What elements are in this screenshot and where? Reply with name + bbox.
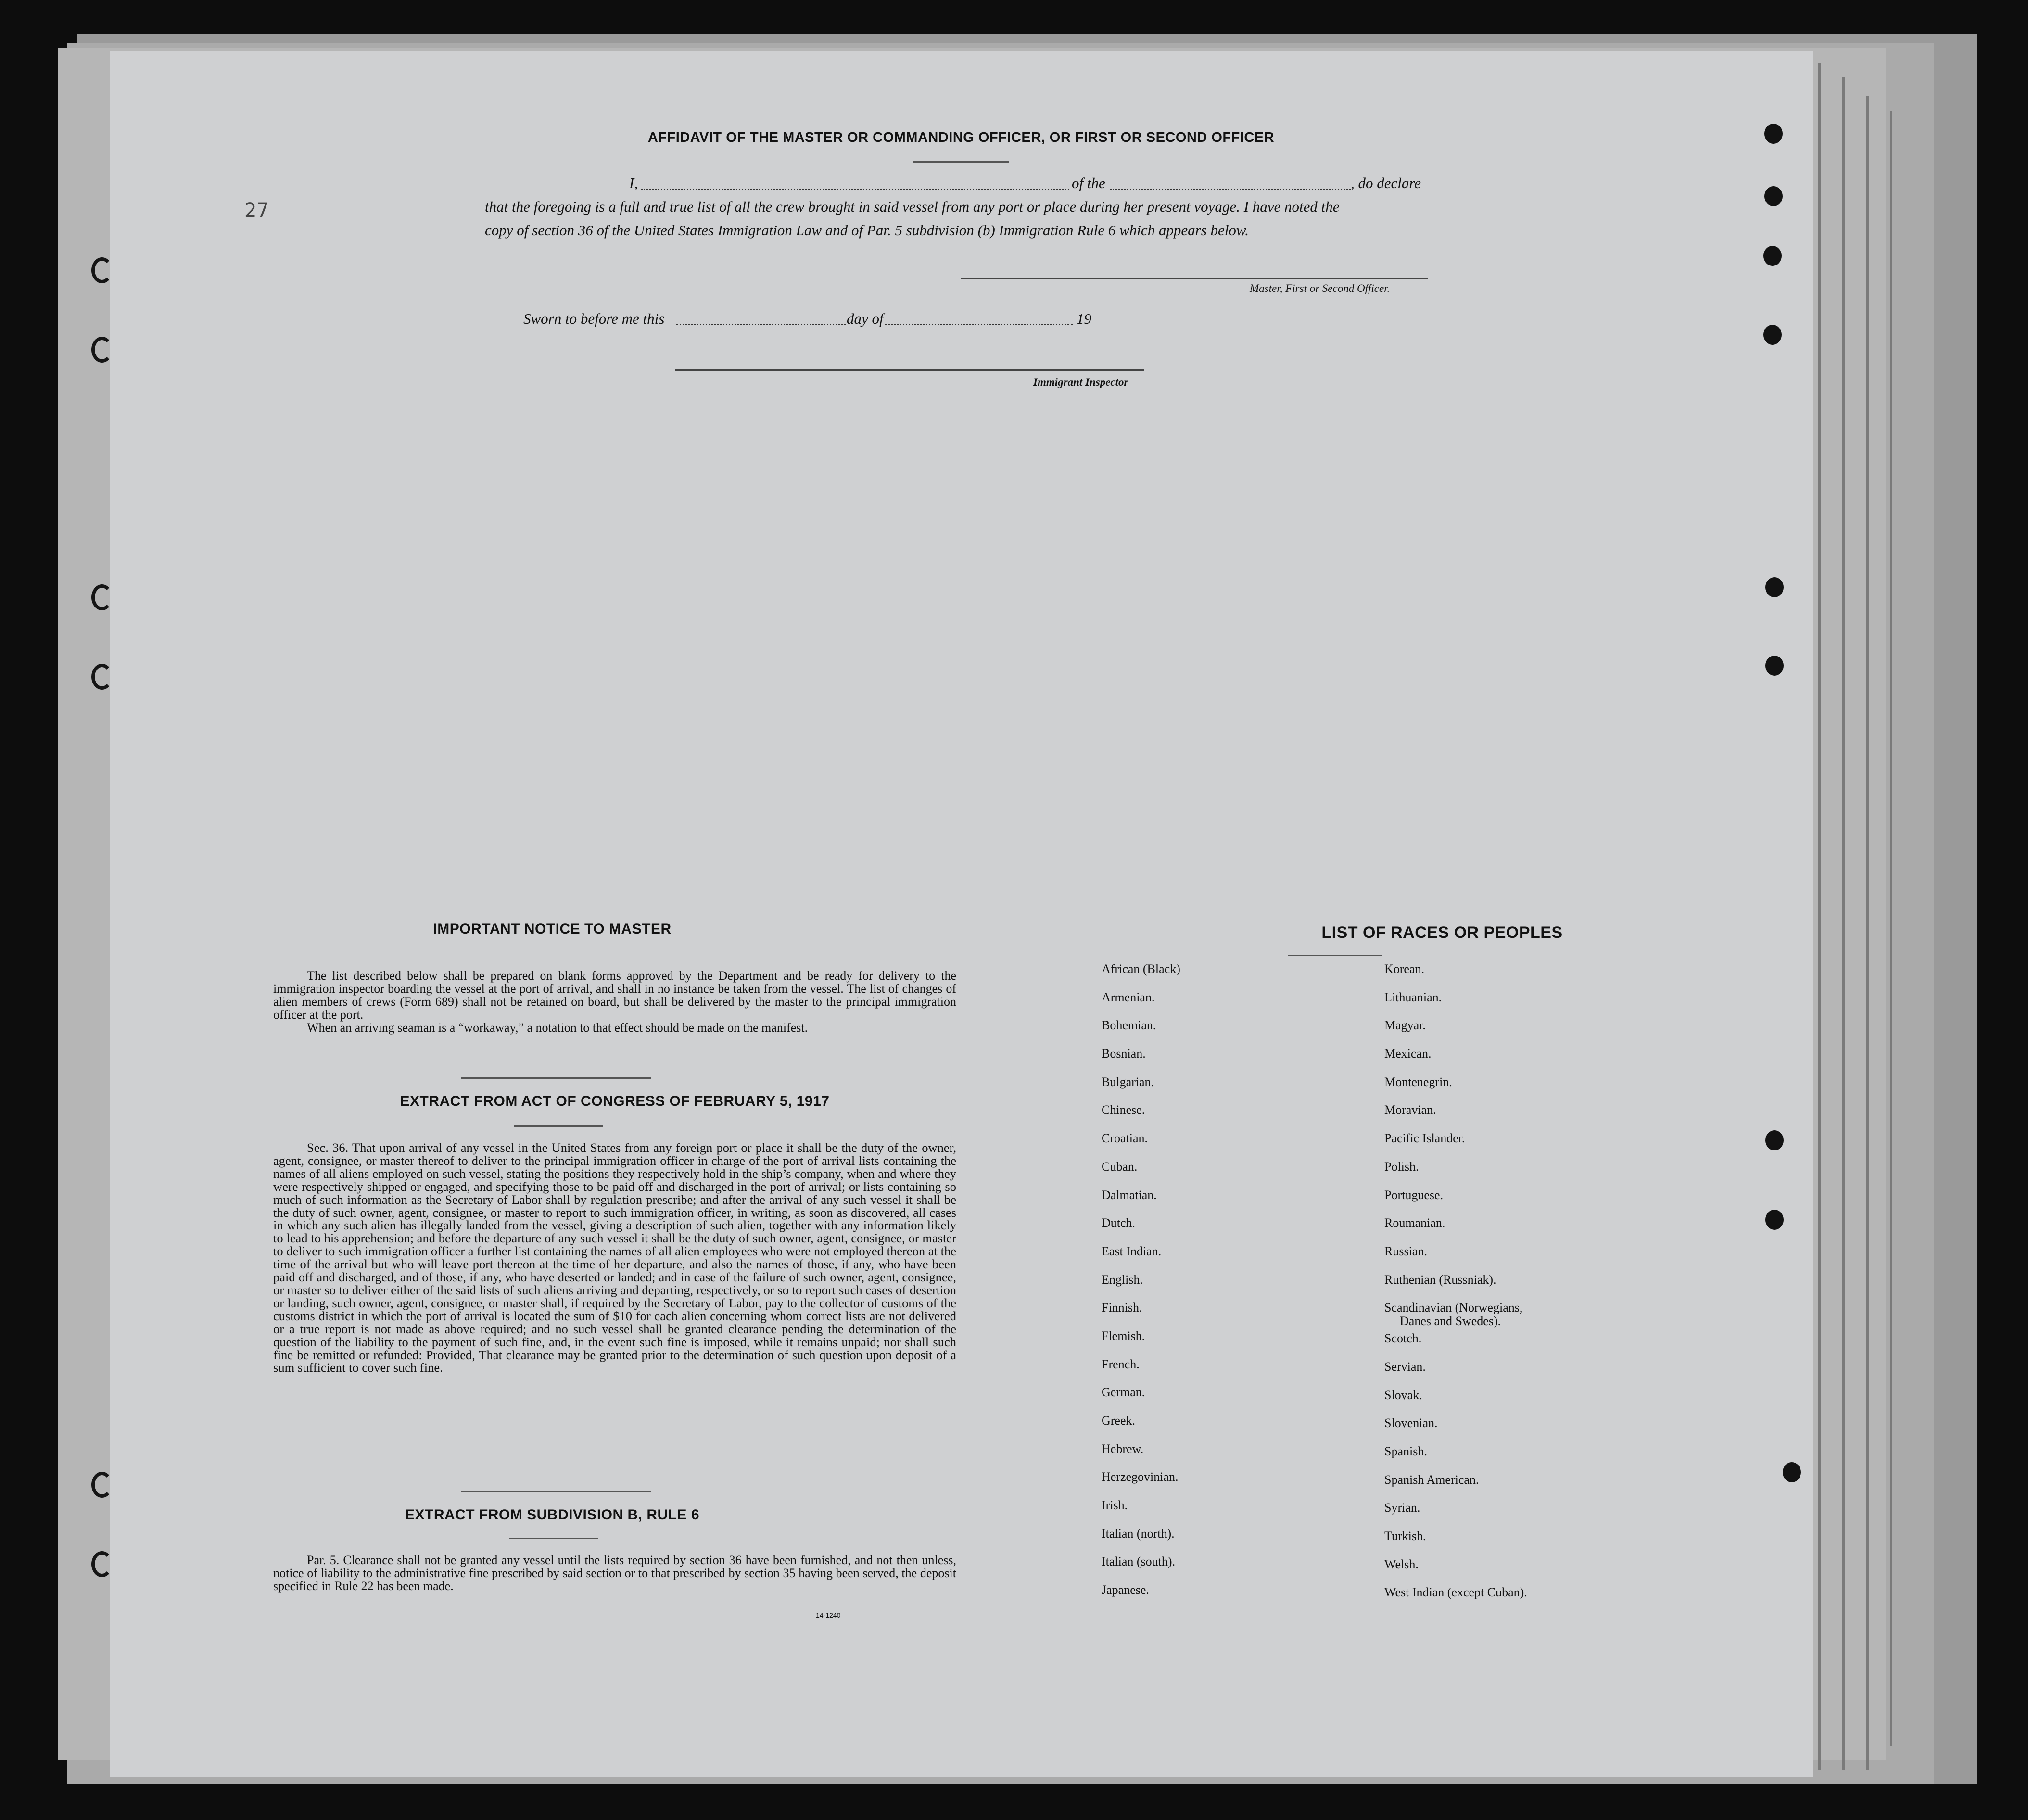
race-item: Welsh.: [1384, 1557, 1419, 1571]
race-item: Bulgarian.: [1102, 1074, 1154, 1089]
race-item: Chinese.: [1102, 1103, 1145, 1117]
race-item: Russian.: [1384, 1244, 1427, 1258]
race-item: Dutch.: [1102, 1216, 1136, 1230]
race-item: Herzegovinian.: [1102, 1470, 1179, 1484]
race-item: Slovenian.: [1384, 1416, 1438, 1430]
day-of-label: day of: [847, 310, 884, 327]
race-item: Dalmatian.: [1102, 1188, 1157, 1202]
race-item: Servian.: [1384, 1359, 1426, 1374]
margin-mark: 27: [244, 200, 269, 222]
race-item: Japanese.: [1102, 1583, 1149, 1597]
race-item: Italian (north).: [1102, 1526, 1175, 1541]
divider: [509, 1538, 598, 1539]
manifest-page: [110, 51, 1813, 1777]
race-item: Flemish.: [1102, 1328, 1145, 1343]
race-item: Bosnian.: [1102, 1047, 1146, 1061]
affidavit-title: AFFIDAVIT OF THE MASTER OR COMMANDING OFFICER, OR FIRST OR SECOND OFFICER: [647, 130, 1275, 145]
notice-body: [273, 969, 956, 1034]
notice-paragraph: The list described below shall be prepared on blank forms approved by the Department and be ready for delivery to the immigration inspector boarding the vessel at the port of arrival, and shall in no instance be taken from the vessel. The list of changes of alien members of crews (Form 689) shall not be retained on board, but shall be delivered by the master to the principal immigration officer at the port.: [273, 969, 956, 1022]
master-signature-line[interactable]: [961, 278, 1428, 279]
race-item: Greek.: [1102, 1414, 1136, 1428]
declarant-prefix: I,: [629, 175, 638, 191]
race-item: English.: [1102, 1272, 1143, 1287]
binder-hole-icon: [1765, 656, 1784, 676]
page-edge: [1818, 63, 1821, 1770]
inspector-signature-label: Immigrant Inspector: [1033, 376, 1128, 388]
sworn-day-field[interactable]: [676, 324, 846, 325]
binder-hole-icon: [1783, 1462, 1801, 1482]
race-item: Slovak.: [1384, 1388, 1422, 1402]
race-item: Irish.: [1102, 1498, 1128, 1513]
inspector-signature-line[interactable]: [675, 369, 1144, 371]
binder-hole-icon: [1765, 1210, 1784, 1230]
page-edge: [1842, 77, 1845, 1770]
notice-paragraph: When an arriving seaman is a “workaway,” a notation to that effect should be made on the manifest.: [307, 1021, 808, 1035]
race-item: Turkish.: [1384, 1529, 1426, 1543]
binder-hole-icon: [1765, 1130, 1784, 1150]
rule-extract-body: Par. 5. Clearance shall not be granted any vessel until the lists required by section 36 have been furnished, and not then unless, notice of liability to the administrative fine prescribed by said section or to that prescribed by section 35 having been served, the deposit specified in Rule 22 has been made.: [273, 1553, 956, 1593]
race-item: Croatian.: [1102, 1131, 1148, 1146]
race-item-scandinavian: [1384, 1301, 1527, 1328]
race-item: Cuban.: [1102, 1159, 1138, 1174]
notice-title: IMPORTANT NOTICE TO MASTER: [433, 921, 672, 937]
divider: [514, 1125, 603, 1127]
year-prefix: 19: [1077, 310, 1091, 327]
race-item: Finnish.: [1102, 1301, 1142, 1315]
race-item: West Indian (except Cuban).: [1384, 1585, 1527, 1600]
race-item-continuation: Danes and Swedes).: [1400, 1314, 1501, 1328]
binder-hole-icon: [1764, 186, 1783, 206]
declare-label: , do declare: [1351, 175, 1421, 191]
race-item: Spanish.: [1384, 1444, 1427, 1458]
races-left-column: [1102, 962, 1180, 1611]
binder-hole-icon: [1765, 577, 1784, 597]
race-item: Lithuanian.: [1384, 990, 1442, 1004]
race-item: Moravian.: [1384, 1103, 1436, 1117]
act-extract-title: EXTRACT FROM ACT OF CONGRESS OF FEBRUARY 5, 1917: [400, 1093, 830, 1109]
sworn-month-field[interactable]: [885, 324, 1073, 325]
race-item: Magyar.: [1384, 1018, 1426, 1033]
race-item: Bohemian.: [1102, 1018, 1156, 1033]
race-item: Roumanian.: [1384, 1216, 1445, 1230]
binder-hole-icon: [1763, 246, 1782, 266]
race-item: Armenian.: [1102, 990, 1155, 1004]
race-item: Scandinavian (Norwegians,: [1384, 1301, 1523, 1315]
race-item: East Indian.: [1102, 1244, 1162, 1258]
master-signature-label: Master, First or Second Officer.: [1250, 282, 1390, 294]
divider: [1288, 955, 1382, 956]
vessel-name-field[interactable]: [1110, 189, 1351, 190]
form-number: 14-1240: [816, 1611, 841, 1619]
races-right-column: [1384, 962, 1527, 1614]
race-item: Montenegrin.: [1384, 1074, 1452, 1089]
race-item: Korean.: [1384, 962, 1425, 976]
divider: [461, 1491, 651, 1492]
race-item: Hebrew.: [1102, 1441, 1144, 1456]
race-item: German.: [1102, 1385, 1145, 1400]
race-item: Mexican.: [1384, 1047, 1432, 1061]
race-item: Ruthenian (Russniak).: [1384, 1272, 1496, 1287]
race-item: African (Black): [1102, 962, 1180, 976]
divider: [461, 1077, 651, 1079]
act-extract-body: Sec. 36. That upon arrival of any vessel in the United States from any foreign port or place it shall be the duty of the owner, agent, consignee, or master thereof to deliver to the principal immigration officer in charge of the port of arrival lists containing the names of all aliens employed on such vessel, stating the positions they respectively hold in the ship’s company, when and where they were respectively shipped or engaged, and specifying those to be paid off and discharged in the port of arrival; or lists containing so much of such information as the Secretary of Labor shall by regulation prescribe; and after the arrival of any such vessel it shall be the duty of such owner, agent, consignee, or master to report to such immigration officer, in writing, as soon as discovered, all cases in which any such alien has illegally landed from the vessel, giving a description of such alien, together with any information likely to lead to his apprehension; and before the departure of any such vessel it shall be the duty of such owner, agent, consignee, or master to deliver to such immigration officer a further list containing the names of all alien employees who were not employed thereon at the time of the arrival but who will leave port thereon at the time of her departure, and also the names of those, if any, who have been paid off and discharged, and of those, if any, who have deserted or landed; and in case of the failure of such owner, agent, consignee, or master so to deliver either of the said lists of such aliens arriving and departing, respectively, or so to report such cases of desertion or landing, such owner, agent, consignee, or master shall, if required by the Secretary of Labor, pay to the collector of customs of the customs district in which the port of arrival is located the sum of $10 for each alien concerning whom correct lists are not delivered or a true report is not made as above required; and no such vessel shall be granted clearance pending the determination of the question of the liability to the payment of such fine, and, in the event such fine is imposed, while it remains unpaid; nor shall such fine be remitted or refunded: Provided, That clearance may be granted prior to the determination of such question upon deposit of a sum sufficient to cover such fine.: [273, 1140, 956, 1375]
race-item: Portuguese.: [1384, 1188, 1444, 1202]
declarant-name-field[interactable]: [641, 189, 1069, 190]
affidavit-text-line: that the foregoing is a full and true list of all the crew brought in said vessel from any port or place during her present voyage. I have noted the: [485, 198, 1340, 215]
of-the-label: of the: [1072, 175, 1105, 191]
race-item: Syrian.: [1384, 1501, 1420, 1515]
page-edge: [1890, 111, 1892, 1746]
sworn-line: [523, 310, 1466, 328]
binder-hole-icon: [1763, 325, 1782, 345]
race-item: French.: [1102, 1357, 1140, 1371]
rule-extract-title: EXTRACT FROM SUBDIVISION B, RULE 6: [405, 1507, 700, 1523]
sworn-label: Sworn to before me this: [523, 310, 665, 327]
race-item: Pacific Islander.: [1384, 1131, 1465, 1146]
divider: [913, 161, 1009, 163]
race-item: Scotch.: [1384, 1331, 1422, 1346]
affidavit-text-line: copy of section 36 of the United States Immigration Law and of Par. 5 subdivision (b) Immigration Rule 6 which appears below.: [485, 222, 1249, 239]
race-item: Italian (south).: [1102, 1555, 1176, 1569]
races-title: LIST OF RACES OR PEOPLES: [1321, 923, 1563, 942]
race-item: Spanish American.: [1384, 1472, 1479, 1487]
race-item: Polish.: [1384, 1159, 1419, 1174]
page-edge: [1866, 96, 1869, 1770]
